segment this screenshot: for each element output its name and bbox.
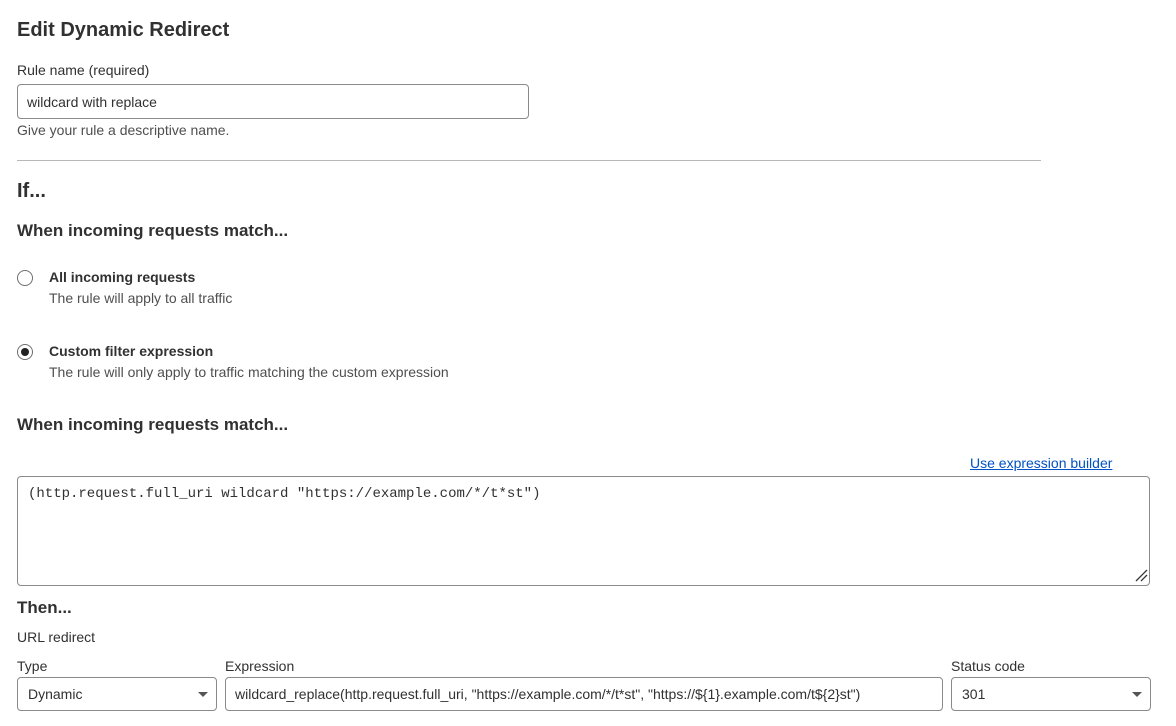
redirect-expression-input[interactable] <box>225 677 943 711</box>
custom-filter-radio[interactable] <box>17 344 33 360</box>
all-requests-radio[interactable] <box>17 270 33 286</box>
type-select[interactable] <box>17 677 217 711</box>
all-requests-description: The rule will apply to all traffic <box>49 290 233 306</box>
custom-filter-description: The rule will only apply to traffic matching the custom expression <box>49 364 449 380</box>
action-label: URL redirect <box>17 629 96 645</box>
status-code-label: Status code <box>951 658 1025 674</box>
section-divider <box>17 160 1041 161</box>
expression-label: Expression <box>225 658 295 674</box>
use-expression-builder-link[interactable]: Use expression builder <box>970 455 1113 471</box>
status-code-select[interactable] <box>951 677 1151 711</box>
status-code-select-value: 301 <box>962 686 986 702</box>
then-heading: Then... <box>17 598 72 617</box>
rule-name-label: Rule name (required) <box>17 62 150 78</box>
match-heading: When incoming requests match... <box>17 221 289 240</box>
resize-handle-icon[interactable] <box>1134 568 1148 582</box>
type-select-value: Dynamic <box>28 686 83 702</box>
custom-filter-title[interactable]: Custom filter expression <box>49 343 214 359</box>
chevron-down-icon <box>1132 692 1142 697</box>
type-label: Type <box>17 658 48 674</box>
if-heading: If... <box>17 180 46 202</box>
filter-expression-textarea[interactable] <box>17 476 1150 586</box>
expression-heading: When incoming requests match... <box>17 415 289 434</box>
chevron-down-icon <box>198 692 208 697</box>
rule-name-input[interactable] <box>17 84 529 119</box>
all-requests-title[interactable]: All incoming requests <box>49 269 196 285</box>
rule-name-helper: Give your rule a descriptive name. <box>17 122 230 138</box>
page-title: Edit Dynamic Redirect <box>17 19 230 41</box>
